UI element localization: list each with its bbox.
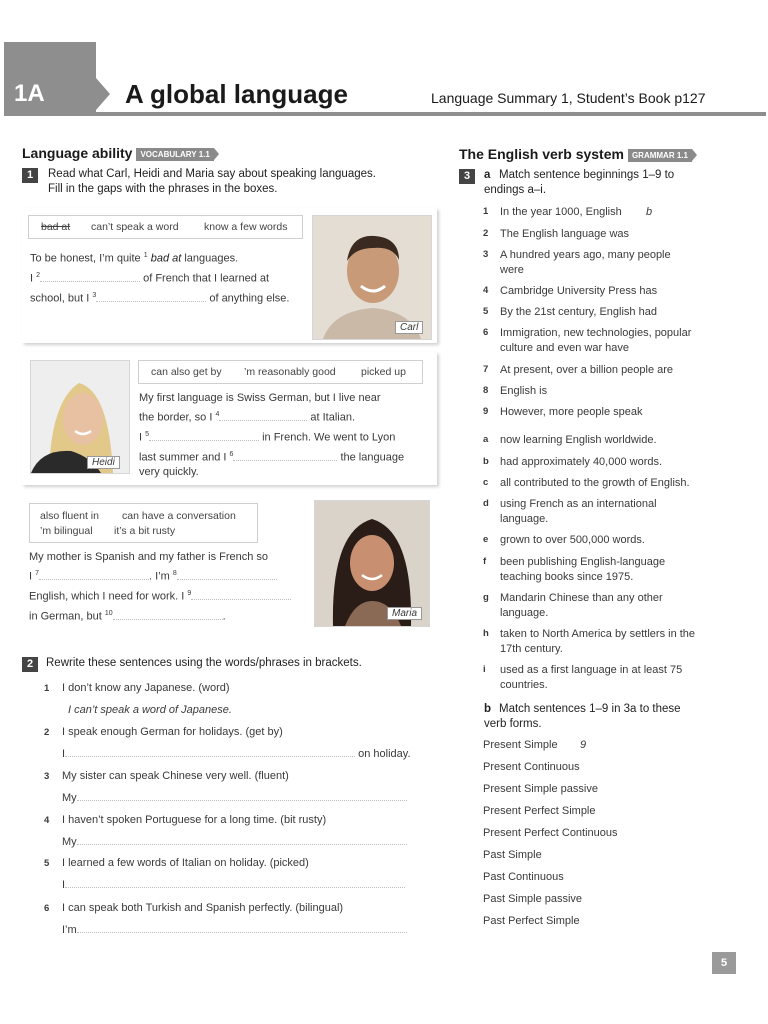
exercise-1-instruction-2: Fill in the gaps with the phrases in the boxes.: [48, 183, 278, 195]
phrase: it’s a bit rusty: [114, 525, 176, 537]
verb-form-label: Past Simple: [483, 849, 542, 861]
unit-tab-arrow: [96, 78, 110, 110]
maria-line-1: My mother is Spanish and my father is French so: [29, 551, 269, 563]
ex2-item-3-answer-line: My: [62, 792, 407, 804]
ending-letter: e: [483, 534, 489, 545]
unit-label: 1A: [14, 80, 45, 107]
ending-text-2: language.: [500, 607, 549, 619]
heidi-line-4: last summer and I $^6$ the language: [139, 451, 405, 464]
phrase: ’m bilingual: [40, 525, 93, 537]
beginning-number: 9: [483, 406, 489, 417]
phrase: picked up: [361, 366, 406, 378]
verb-form-answer[interactable]: 9: [580, 739, 587, 751]
heidi-photo: [30, 360, 130, 474]
ex2-item-6-answer-line: I’m: [62, 924, 407, 936]
ending-text: now learning English worldwide.: [500, 434, 657, 446]
gap-6[interactable]: [233, 460, 337, 461]
verb-form-label: Past Continuous: [483, 871, 564, 883]
ending-letter: c: [483, 477, 489, 488]
reference-text: Language Summary 1, Student’s Book p127: [431, 90, 706, 106]
maria-phrase-box: [29, 503, 258, 543]
exercise-3b-instruction-1: Match sentences 1–9 in 3a to these: [499, 703, 681, 715]
exercise-1-instruction-1: Read what Carl, Heidi and Maria say about speaking languages.: [48, 168, 376, 180]
gap-3[interactable]: [96, 301, 206, 302]
exercise-3a-instruction-1: Match sentence beginnings 1–9 to: [499, 169, 675, 181]
ex2-item-3: 3 My sister can speak Chinese very well. (fluent): [44, 770, 289, 782]
verb-form-label: Present Simple passive: [483, 783, 598, 795]
maria-line-2: I $^7$ . I’m $^8$: [29, 570, 277, 583]
phrase: can have a conversation: [122, 510, 236, 522]
page-number: 5: [712, 952, 736, 974]
exercise-2-instruction: Rewrite these sentences using the words/phrases in brackets.: [46, 657, 362, 669]
ending-letter: d: [483, 498, 489, 509]
ex2-item-6: 6 I can speak both Turkish and Spanish perfectly. (bilingual): [44, 902, 344, 914]
exercise-2-number: 2: [22, 657, 38, 672]
beginning-number: 2: [483, 228, 489, 239]
vocabulary-tag: VOCABULARY 1.1: [136, 148, 213, 161]
beginning-text: English is: [500, 385, 548, 397]
beginning-text-2: were: [500, 264, 524, 276]
ending-text: had approximately 40,000 words.: [500, 456, 663, 468]
ex2-item-2-answer-line: I on holiday.: [62, 748, 411, 760]
ending-letter: b: [483, 456, 489, 467]
exercise-3b-label: b: [484, 703, 492, 715]
exercise-3a-instruction-2: endings a–i.: [484, 184, 547, 196]
ending-letter: h: [483, 628, 489, 639]
section-title-text: The English verb system: [459, 146, 624, 162]
beginning-number: 3: [483, 249, 489, 260]
ending-text: used as a first language in at least 75: [500, 664, 683, 676]
ending-text: been publishing English-language: [500, 556, 666, 568]
carl-line-1: To be honest, I’m quite $^1$ bad at languages.: [30, 252, 239, 265]
answer-blank[interactable]: [77, 932, 407, 933]
verb-form-label: Present Perfect Simple: [483, 805, 596, 817]
gap-4[interactable]: [219, 420, 307, 421]
ex2-item-5: 5 I learned a few words of Italian on holiday. (picked): [44, 857, 309, 869]
heidi-line-2: the border, so I $^4$ at Italian.: [139, 411, 356, 424]
example-answer: bad at: [150, 252, 182, 265]
ex2-item-1-answer: I can’t speak a word of Japanese.: [68, 704, 232, 716]
gap-2[interactable]: [40, 281, 140, 282]
heidi-line-1: My first language is Swiss German, but I live near: [139, 392, 381, 404]
maria-photo: [314, 500, 430, 627]
phrase: also fluent in: [40, 510, 99, 522]
phrase-crossed-out: bad at: [41, 221, 71, 233]
heidi-name-tag: Heidi: [87, 456, 120, 469]
heidi-phrase-box: [138, 360, 423, 384]
beginning-number: 5: [483, 306, 489, 317]
beginning-text: In the year 1000, English: [500, 206, 622, 218]
ending-letter: g: [483, 592, 489, 603]
beginning-number: 7: [483, 364, 489, 375]
ending-text: taken to North America by settlers in the: [500, 628, 696, 640]
ending-text: grown to over 500,000 words.: [500, 534, 645, 546]
carl-name-tag: Carl: [395, 321, 423, 334]
beginning-text: Immigration, new technologies, popular: [500, 327, 692, 339]
beginning-text: Cambridge University Press has: [500, 285, 658, 297]
tag-arrow-icon: [214, 148, 219, 160]
beginning-number: 6: [483, 327, 489, 338]
answer-blank[interactable]: [77, 844, 407, 845]
beginning-text: A hundred years ago, many people: [500, 249, 671, 261]
section-title-verb-system: [459, 146, 697, 162]
verb-form-label: Past Simple passive: [483, 893, 583, 905]
ending-text-2: 17th century.: [500, 643, 563, 655]
section-title-text: Language ability: [22, 145, 133, 161]
verb-form-label: Present Continuous: [483, 761, 580, 773]
ending-text-2: language.: [500, 513, 549, 525]
ending-text-2: teaching books since 1975.: [500, 571, 634, 583]
answer-blank[interactable]: [77, 800, 407, 801]
exercise-3b-instruction-2: verb forms.: [484, 718, 542, 730]
verb-form-label: Past Perfect Simple: [483, 915, 580, 927]
beginning-number: 1: [483, 206, 489, 217]
heidi-line-3: I $^5$ in French. We went to Lyon: [139, 431, 396, 444]
verb-form-label: Present Perfect Continuous: [483, 827, 618, 839]
maria-line-4: in German, but $^{10}$ .: [29, 610, 226, 623]
beginning-number: 8: [483, 385, 489, 396]
gap-10[interactable]: [113, 619, 223, 620]
phrase: know a few words: [204, 221, 288, 233]
exercise-3-number: 3: [459, 169, 475, 184]
ending-letter: i: [483, 664, 486, 675]
beginning-text: By the 21st century, English had: [500, 306, 657, 318]
header-rule: [4, 112, 766, 116]
ending-text: all contributed to the growth of English.: [500, 477, 690, 489]
match-answer[interactable]: b: [646, 206, 653, 218]
ending-letter: a: [483, 434, 489, 445]
ex2-item-1: 1 I don’t know any Japanese. (word): [44, 682, 230, 694]
page-title: A global language: [125, 79, 348, 109]
phrase: can also get by: [151, 366, 222, 378]
carl-phrase-box: [28, 215, 303, 239]
phrase: can’t speak a word: [91, 221, 179, 233]
gap-7[interactable]: [39, 579, 149, 580]
maria-name-tag: Maria: [387, 607, 422, 620]
tag-arrow-icon: [692, 149, 697, 161]
ex2-item-5-answer-line: I: [62, 879, 405, 891]
grammar-tag: GRAMMAR 1.1: [628, 149, 692, 162]
beginning-text: However, more people speak: [500, 406, 643, 418]
carl-photo: [312, 215, 432, 340]
beginning-text: The English language was: [500, 228, 630, 240]
heidi-line-5: very quickly.: [139, 466, 199, 478]
phrase: ’m reasonably good: [244, 366, 336, 378]
beginning-text: At present, over a billion people are: [500, 364, 674, 376]
carl-line-2: I $^2$ of French that I learned at: [30, 272, 270, 285]
answer-blank[interactable]: [65, 887, 405, 888]
beginning-text-2: culture and even war have: [500, 342, 630, 354]
beginning-number: 4: [483, 285, 489, 296]
exercise-3a-label: a: [484, 169, 491, 181]
ending-text: using French as an international: [500, 498, 657, 510]
verb-form-label: Present Simple: [483, 739, 558, 751]
gap-8[interactable]: [177, 579, 277, 580]
ex2-item-2: 2 I speak enough German for holidays. (get by): [44, 726, 283, 738]
ending-text: Mandarin Chinese than any other: [500, 592, 663, 604]
answer-blank[interactable]: [65, 756, 355, 757]
ex2-item-4-answer-line: My: [62, 836, 407, 848]
exercise-1-number: 1: [22, 168, 38, 183]
gap-5[interactable]: [149, 440, 259, 441]
ex2-item-4: 4 I haven’t spoken Portuguese for a long time. (bit rusty): [44, 814, 327, 826]
ending-letter: f: [483, 556, 487, 567]
ending-text-2: countries.: [500, 679, 548, 691]
carl-line-3: school, but I $^3$ of anything else.: [30, 292, 290, 305]
gap-9[interactable]: [191, 599, 291, 600]
maria-line-3: English, which I need for work. I $^9$: [29, 590, 291, 603]
section-title-language-ability: [22, 145, 219, 161]
